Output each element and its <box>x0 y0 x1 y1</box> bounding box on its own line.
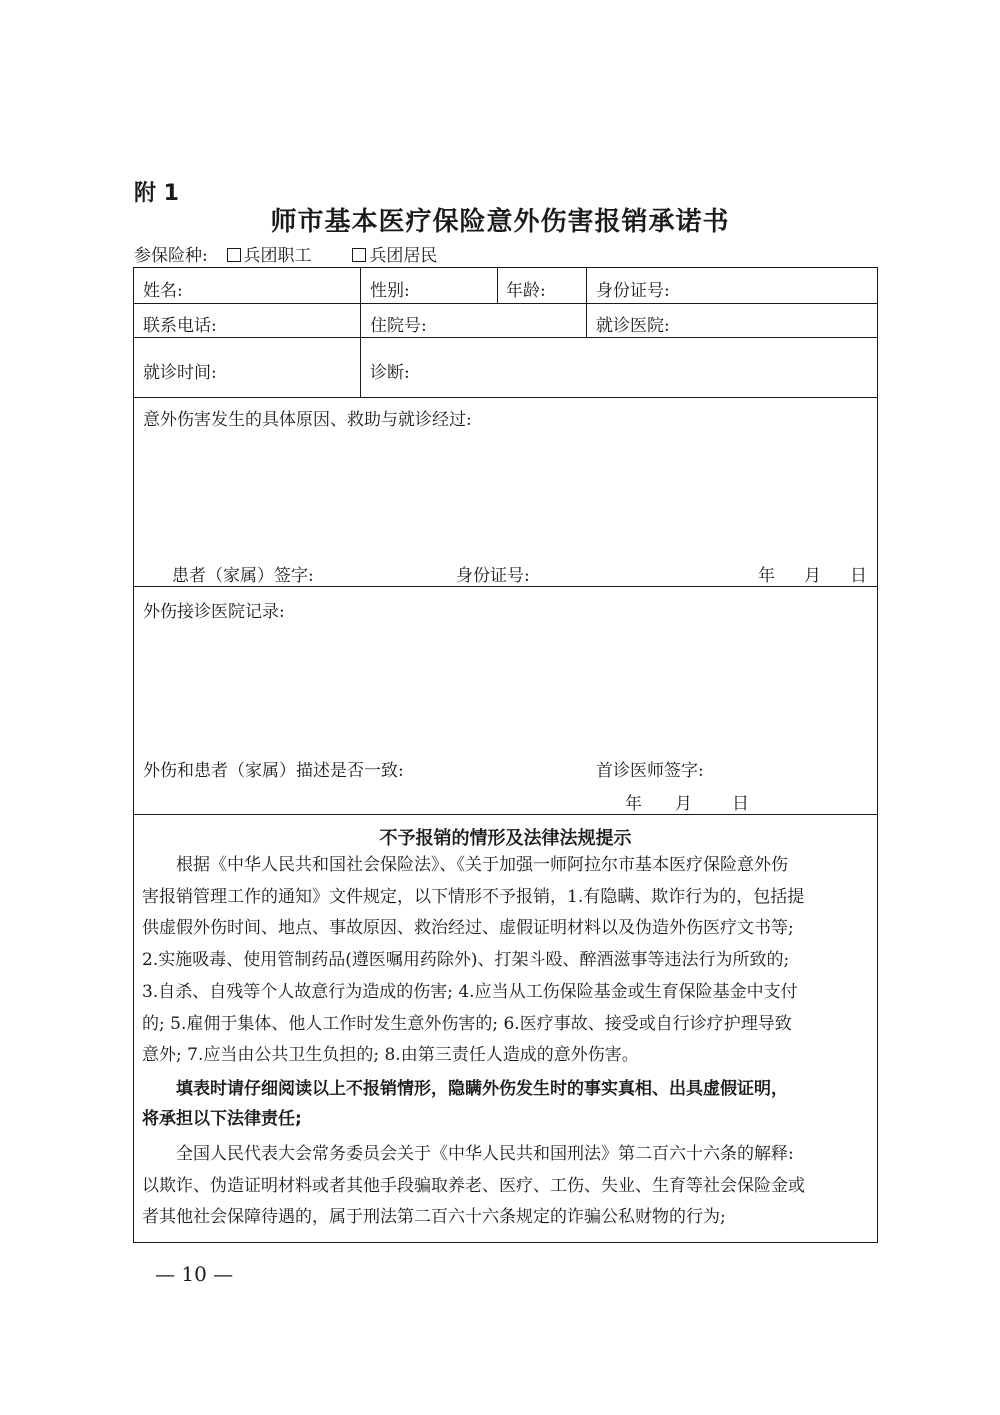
option-resident: 兵团居民 <box>369 246 438 266</box>
page-number: — 10 — <box>155 1262 234 1286</box>
date2-month: 月 <box>675 794 692 814</box>
hospital-record-label: 外伤接诊医院记录: <box>143 602 285 622</box>
date-day: 日 <box>850 566 867 586</box>
notice-title: 不予报销的情形及法律法规提示 <box>379 828 632 849</box>
text-line: 意外; 7.应当由公共卫生负担的; 8.由第三责任人造成的意外伤害。 <box>142 1045 639 1066</box>
notice-paragraph-2 <box>142 1074 869 1134</box>
age-field[interactable]: 年龄: <box>506 281 546 301</box>
date2-year: 年 <box>625 794 642 814</box>
patient-signature-field[interactable]: 患者（家属）签字: <box>172 566 314 586</box>
insurance-type-label: 参保险种: <box>134 246 208 266</box>
option-employee: 兵团职工 <box>243 246 312 266</box>
consistency-field[interactable]: 外伤和患者（家属）描述是否一致: <box>143 761 404 781</box>
checkbox-employee[interactable] <box>227 248 241 262</box>
gender-field[interactable]: 性别: <box>370 281 410 301</box>
doctor-signature-field[interactable]: 首诊医师签字: <box>596 761 704 781</box>
text-line: 者其他社会保障待遇的，属于刑法第二百六十六条规定的诈骗公私财物的行为; <box>142 1207 726 1228</box>
text-line: 害报销管理工作的通知》文件规定，以下情形不予报销，1.有隐瞒、欺诈行为的，包括提 <box>142 886 805 907</box>
notice-paragraph-3 <box>142 1139 869 1234</box>
admission-number-field[interactable]: 住院号: <box>370 316 427 336</box>
text-line: 根据《中华人民共和国社会保险法》、《关于加强一师阿拉尔市基本医疗保险意外伤 <box>176 855 788 875</box>
insurance-type-row <box>134 241 437 266</box>
text-line: 2.实施吸毒、使用管制药品(遵医嘱用药除外)、打架斗殴、醉酒滋事等违法行为所致的; <box>142 950 790 971</box>
injury-cause-label: 意外伤害发生的具体原因、救助与就诊经过: <box>143 410 472 430</box>
text-line: 以欺诈、伪造证明材料或者其他手段骗取养老、医疗、工伤、失业、生育等社会保险金或 <box>142 1175 805 1196</box>
text-line: 填表时请仔细阅读以上不报销情形，隐瞒外伤发生时的事实真相、出具虚假证明， <box>176 1079 788 1099</box>
text-line: 将承担以下法律责任; <box>142 1109 302 1129</box>
hospital-field[interactable]: 就诊医院: <box>596 316 670 336</box>
text-line: 3.自杀、自残等个人故意行为造成的伤害; 4.应当从工伤保险基金或生育保险基金中支付 <box>142 981 798 1002</box>
text-line: 的; 5.雇佣于集体、他人工作时发生意外伤害的; 6.医疗事故、接受或自行诊疗护理导致 <box>142 1013 792 1034</box>
name-field[interactable]: 姓名: <box>143 281 183 301</box>
phone-field[interactable]: 联系电话: <box>143 316 217 336</box>
diagnosis-field[interactable]: 诊断: <box>370 363 410 383</box>
date-month: 月 <box>804 566 821 586</box>
notice-paragraph-1 <box>142 850 869 1072</box>
checkbox-resident[interactable] <box>352 248 366 262</box>
text-line: 全国人民代表大会常务委员会关于《中华人民共和国刑法》第二百六十六条的解释: <box>176 1144 794 1164</box>
date2-day: 日 <box>732 794 749 814</box>
reimbursement-form <box>133 267 878 1243</box>
document-title: 师市基本医疗保险意外伤害报销承诺书 <box>270 207 730 237</box>
date-year: 年 <box>758 566 775 586</box>
patient-id-field[interactable]: 身份证号: <box>456 566 530 586</box>
visit-time-field[interactable]: 就诊时间: <box>143 363 217 383</box>
text-line: 供虚假外伤时间、地点、事故原因、救治经过、虚假证明材料以及伪造外伤医疗文书等; <box>142 918 794 939</box>
attachment-label: 附 1 <box>134 181 179 206</box>
id-number-field[interactable]: 身份证号: <box>596 281 670 301</box>
